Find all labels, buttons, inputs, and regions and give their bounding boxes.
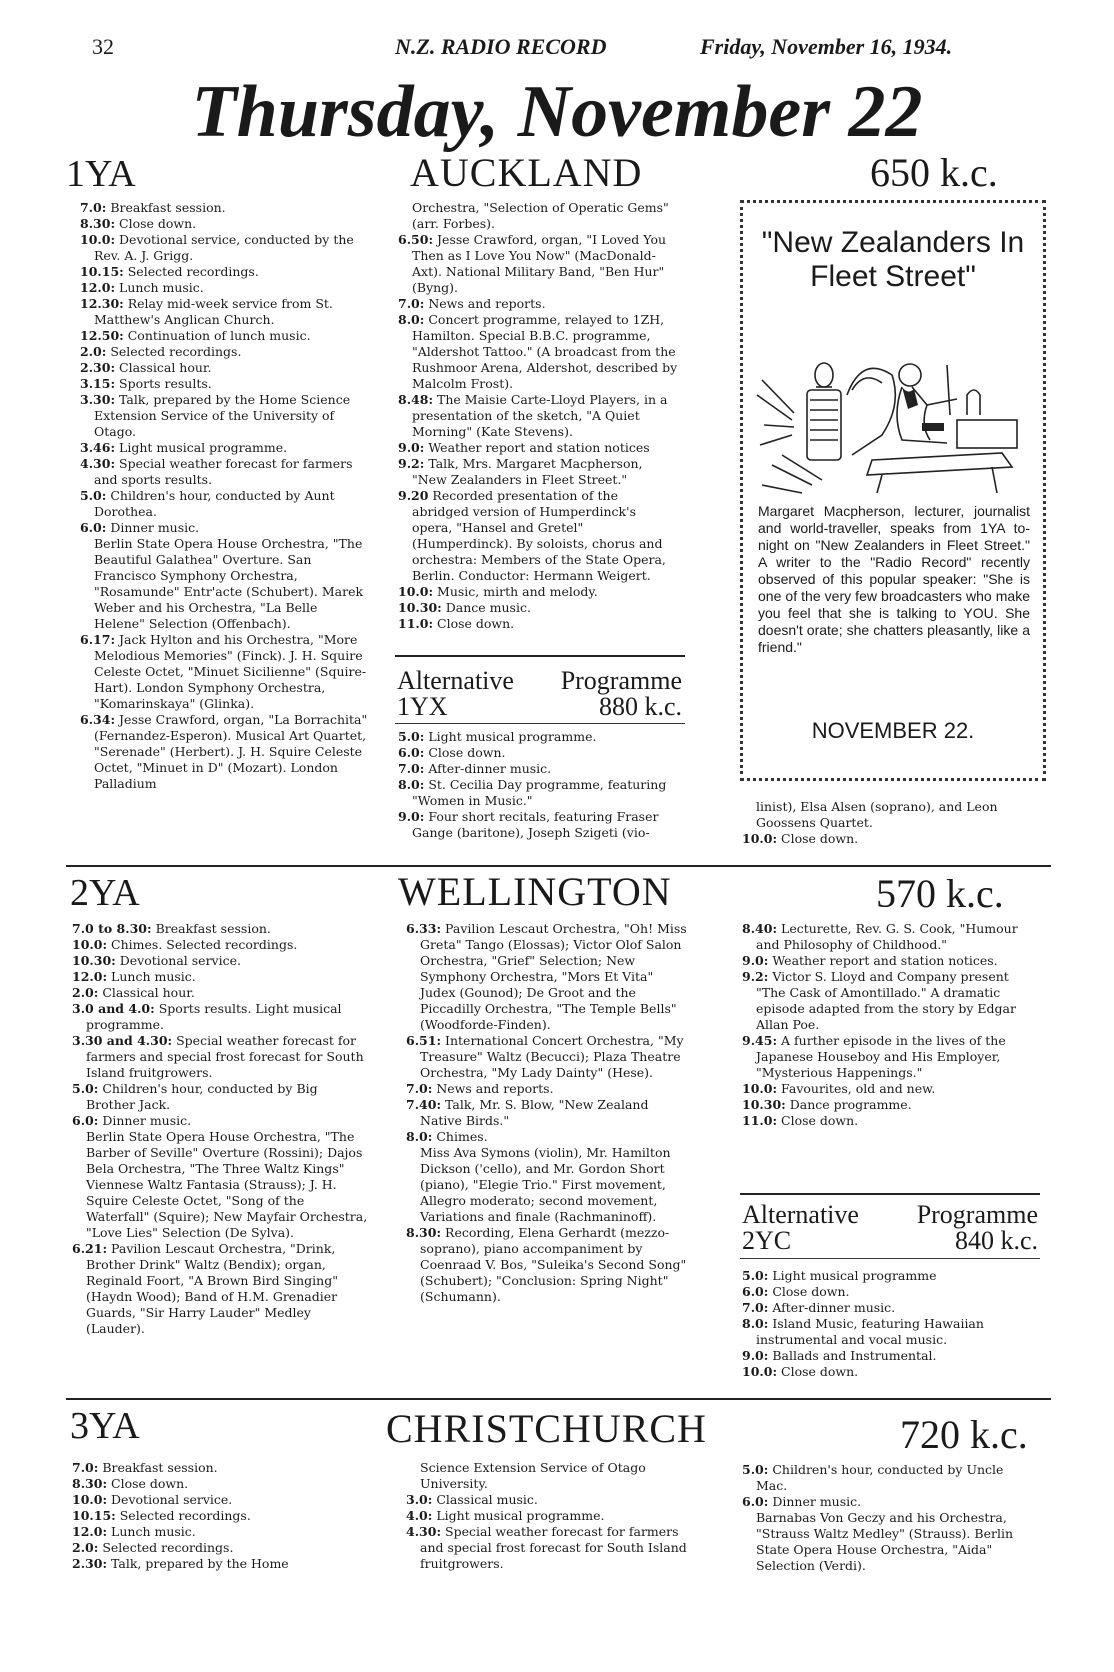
auckland-programme-entry (398, 488, 678, 584)
entry-text: News and reports. (424, 296, 546, 311)
entry-text: Berlin State Opera House Orchestra, "The Barber of Seville" Overture (Rossini); Dajos Bela Orchestra, "The Three Waltz Kings" Viennese Waltz Fantasia (Strauss); J. H. Squire Celeste Octet, "Song of the Waterfall" (Squire); New Mayfair Orchestra, "Love Lies" Selection (De Sylva). (86, 1129, 368, 1240)
entry-time: 3.15: (80, 376, 116, 391)
entry-text: Special weather forecast for farmers and sports results. (94, 456, 353, 487)
alt-2yc-programme-entry (742, 1348, 1037, 1364)
entry-time: 10.0: (398, 584, 434, 599)
auckland-programme-entry (80, 456, 368, 488)
christchurch-programme-entry (72, 1556, 368, 1572)
entry-text: Talk, prepared by the Home Science Extension Service of the University of Otago. (94, 392, 351, 439)
alt-2yc-programme-entry (742, 1300, 1037, 1316)
alt-2yc-list (742, 1268, 1037, 1380)
entry-text: Jesse Crawford, organ, "I Loved You Then as I Love You Now" (MacDonald-Axt). National Military Band, "Ben Hur" (Byng). (412, 232, 667, 295)
entry-time: 8.48: (398, 392, 434, 407)
entry-time: 6.51: (406, 1033, 442, 1048)
wellington-programme-entry (406, 1145, 690, 1225)
entry-time: 5.0: (742, 1268, 769, 1283)
entry-text: Close down. (107, 1476, 189, 1491)
entry-time: 11.0: (398, 616, 434, 631)
wellington-programme-entry (742, 969, 1037, 1033)
alt-station-1yx: 1YX (397, 692, 448, 721)
alt-station-2yc: 2YC (742, 1226, 792, 1255)
entry-time: 6.50: (398, 232, 434, 247)
wellington-programme-entry (72, 1081, 368, 1113)
entry-text: Classical hour. (98, 985, 195, 1000)
wellington-programme-entry (72, 1033, 368, 1081)
entry-time: 8.0: (742, 1316, 769, 1331)
entry-time: 8.0: (398, 777, 425, 792)
christchurch-programme-entry (406, 1460, 690, 1492)
entry-text: Sports results. (115, 376, 212, 391)
wellington-programme-entry (406, 1225, 690, 1305)
entry-text: Jesse Crawford, organ, "La Borrachita" (Fernandez-Esperon). Musical Art Quartet, "Serenade" (Herbert). J. H. Squire Celeste Octet, "Minuet in D" (Mozart). London Palladium (94, 712, 368, 791)
auckland-programme-entry (80, 232, 368, 264)
wellington-programme-entry (406, 921, 690, 1033)
entry-time: 12.50: (80, 328, 124, 343)
alt-freq-840: 840 k.c. (954, 1226, 1038, 1255)
entry-text: Dance music. (441, 600, 531, 615)
alt-2yc-programme-entry (742, 1284, 1037, 1300)
entry-time: 7.0: (72, 1460, 99, 1475)
alt-2yc-programme-entry (742, 1268, 1037, 1284)
entry-text: Breakfast session. (98, 1460, 218, 1475)
entry-time: 7.0: (742, 1300, 769, 1315)
illustration-woman-writing (752, 335, 1032, 495)
freq-570: 570 k.c. (876, 871, 1004, 916)
alt-1yx-programme-entry (398, 745, 678, 761)
entry-time: 9.0: (398, 440, 425, 455)
entry-time: 12.30: (80, 296, 124, 311)
christchurch-programme-entry (742, 1510, 1037, 1574)
auckland-programme-entry (398, 232, 678, 296)
page-number: 32 (92, 34, 114, 59)
entry-text: Special weather forecast for farmers and special frost forecast for South Island fruitgrowers. (420, 1524, 687, 1571)
publication-title: N.Z. RADIO RECORD (395, 34, 607, 59)
entry-time: 3.0 and 4.0: (72, 1001, 155, 1016)
alt-label-1yx: Alternative (397, 666, 514, 695)
entry-time: 4.30: (80, 456, 116, 471)
auckland-programme-entry (398, 440, 678, 456)
entry-time: 10.30: (398, 600, 442, 615)
entry-text: Continuation of lunch music. (123, 328, 311, 343)
entry-text: Jack Hylton and his Orchestra, "More Melodious Memories" (Finck). J. H. Squire Celeste Octet, "Minuet Sicilienne" (Squire-Hart). London Symphony Orchestra, "Komarinskaya" (Glinka). (94, 632, 367, 711)
entry-text: After-dinner music. (768, 1300, 896, 1315)
auckland-programme-entry (80, 360, 368, 376)
auckland-programme-entry (398, 584, 678, 600)
christchurch-programme-entry (742, 1494, 1037, 1510)
entry-text: Recording, Elena Gerhardt (mezzo-soprano), piano accompaniment by Coenraad V. Bos, "Suleika's Second Song" (Schubert); "Conclusion: Spring Night" (Schumann). (420, 1225, 687, 1304)
entry-text: Light musical programme (768, 1268, 937, 1283)
entry-time: 3.30: (80, 392, 116, 407)
entry-time: 8.30: (406, 1225, 442, 1240)
entry-time: 12.0: (72, 969, 108, 984)
issue-date: Friday, November 16, 1934. (700, 34, 953, 59)
wellington-programme-entry (742, 1033, 1037, 1081)
auckland-programme-entry (398, 392, 678, 440)
entry-time: 8.30: (80, 216, 116, 231)
entry-text: Pavilion Lescaut Orchestra, "Drink, Brother Drink" Waltz (Bendix); organ, Reginald Foort, "A Brown Bird Singing" (Haydn Wood); Band of H.M. Grenadier Guards, "Sir Harry Lauder" Medley (Lauder). (86, 1241, 338, 1336)
christchurch-programme-entry (72, 1492, 368, 1508)
alt-1yx-programme-entry (398, 729, 678, 745)
wellington-programme-entry (406, 1081, 690, 1097)
christchurch-programme-entry (406, 1492, 690, 1508)
auckland-programme-entry (80, 632, 368, 712)
wellington-programme-entry (72, 1001, 368, 1033)
wellington-programme-entry (406, 1097, 690, 1129)
wellington-programme-entry (72, 1241, 368, 1337)
entry-time: 9.2: (398, 456, 425, 471)
auckland-programme-entry (398, 200, 678, 232)
entry-text: Favourites, old and new. (777, 1081, 936, 1096)
wellington-programme-entry (742, 953, 1037, 969)
entry-time: 8.0: (406, 1129, 433, 1144)
alt-1yx-programme-entry (398, 777, 678, 809)
entry-text: Close down. (115, 216, 197, 231)
christchurch-col2 (406, 1460, 690, 1572)
alt-1yx-list (398, 729, 678, 841)
christchurch-programme-entry (742, 1462, 1037, 1494)
alt-label2-2yc: Programme (916, 1200, 1038, 1229)
entry-time: 5.0: (398, 729, 425, 744)
entry-text: Lunch music. (107, 1524, 196, 1539)
entry-time: 10.0: (742, 831, 778, 846)
entry-time: 8.30: (72, 1476, 108, 1491)
alt-1yx-programme-entry (742, 831, 1034, 847)
entry-text: Weather report and station notices (424, 440, 650, 455)
auckland-programme-entry (80, 296, 368, 328)
entry-text: Concert programme, relayed to 1ZH, Hamilton. Special B.B.C. programme, "Aldershot Tattoo." (A broadcast from the Rushmoor Arena, Aldershot, described by Malcolm Frost). (412, 312, 678, 391)
entry-time: 5.0: (80, 488, 107, 503)
christchurch-programme-entry (406, 1524, 690, 1572)
auckland-programme-entry (398, 312, 678, 392)
entry-time: 9.0: (742, 953, 769, 968)
wellington-programme-entry (72, 985, 368, 1001)
entry-text: Talk, Mrs. Margaret Macpherson, "New Zealanders in Fleet Street." (412, 456, 643, 487)
entry-text: Classical music. (432, 1492, 538, 1507)
wellington-programme-entry (742, 921, 1037, 953)
entry-time: 6.34: (80, 712, 116, 727)
auckland-col2 (398, 200, 678, 632)
auckland-programme-entry (80, 264, 368, 280)
entry-time: 10.30: (742, 1097, 786, 1112)
christchurch-programme-entry (406, 1508, 690, 1524)
wellington-programme-entry (72, 937, 368, 953)
entry-text: Close down. (777, 1113, 859, 1128)
city-wellington: WELLINGTON (398, 869, 672, 914)
city-christchurch: CHRISTCHURCH (386, 1406, 707, 1451)
entry-text: International Concert Orchestra, "My Treasure" Waltz (Becucci); Plaza Theatre Orchestra, "My Lady Dainty" (Hese). (420, 1033, 684, 1080)
day-title: Thursday, November 22 (191, 71, 923, 153)
entry-text: Breakfast session. (106, 200, 226, 215)
auckland-programme-entry (80, 440, 368, 456)
entry-text: Children's hour, conducted by Uncle Mac. (756, 1462, 1004, 1493)
entry-time: 6.33: (406, 921, 442, 936)
wellington-col3 (742, 921, 1037, 1129)
wellington-programme-entry (72, 921, 368, 937)
alt-2yc-programme-entry (742, 1316, 1037, 1348)
entry-text: Orchestra, "Selection of Operatic Gems" (arr. Forbes). (412, 200, 669, 231)
entry-time: 10.0: (742, 1364, 778, 1379)
entry-text: Barnabas Von Geczy and his Orchestra, "Strauss Waltz Medley" (Strauss). Berlin State Opera House Orchestra, "Aida" Selection (Verdi). (756, 1510, 1013, 1573)
auckland-programme-entry (398, 616, 678, 632)
entry-text: Lecturette, Rev. G. S. Cook, "Humour and Philosophy of Childhood." (756, 921, 1018, 952)
auckland-programme-entry (398, 296, 678, 312)
entry-time: 9.2: (742, 969, 769, 984)
wellington-programme-entry (742, 1081, 1037, 1097)
alt-1yx-programme-entry (742, 799, 1034, 831)
christchurch-col3 (742, 1462, 1037, 1574)
entry-time: 7.0 to 8.30: (72, 921, 152, 936)
entry-text: Dance programme. (785, 1097, 912, 1112)
entry-text: Chimes. (432, 1129, 488, 1144)
entry-text: Children's hour, conducted by Aunt Dorothea. (94, 488, 335, 519)
wellington-programme-entry (72, 1129, 368, 1241)
christchurch-programme-entry (72, 1460, 368, 1476)
alt-rule-1yx-bottom (395, 723, 685, 724)
entry-text: Devotional service. (107, 1492, 233, 1507)
entry-text: Talk, prepared by the Home (107, 1556, 289, 1571)
city-auckland: AUCKLAND (410, 150, 643, 195)
entry-text: Island Music, featuring Hawaiian instrumental and vocal music. (756, 1316, 984, 1347)
wellington-col1 (72, 921, 368, 1337)
wellington-programme-entry (72, 969, 368, 985)
auckland-programme-entry (80, 488, 368, 520)
entry-time: 6.0: (742, 1284, 769, 1299)
freq-650: 650 k.c. (870, 150, 998, 195)
entry-text: Chimes. Selected recordings. (107, 937, 298, 952)
entry-text: Selected recordings. (115, 1508, 251, 1523)
auckland-col1 (80, 200, 368, 792)
entry-text: St. Cecilia Day programme, featuring "Women in Music." (412, 777, 667, 808)
section-rule-wellington (66, 865, 1051, 867)
entry-text: Close down. (777, 1364, 859, 1379)
auckland-programme-entry (80, 280, 368, 296)
entry-text: Music, mirth and melody. (433, 584, 598, 599)
entry-time: 7.0: (398, 296, 425, 311)
auckland-programme-entry (80, 200, 368, 216)
entry-text: Light musical programme. (115, 440, 288, 455)
alt-1yx-programme-entry (398, 761, 678, 777)
auckland-programme-entry (80, 520, 368, 536)
wellington-programme-entry (406, 1033, 690, 1081)
entry-text: Dinner music. (106, 520, 200, 535)
auckland-programme-entry (80, 328, 368, 344)
entry-text: Science Extension Service of Otago University. (420, 1460, 646, 1491)
christchurch-programme-entry (72, 1508, 368, 1524)
entry-text: Talk, Mr. S. Blow, "New Zealand Native Birds." (420, 1097, 649, 1128)
entry-text: A further episode in the lives of the Japanese Houseboy and His Employer, "Mysterious Happenings." (756, 1033, 1006, 1080)
entry-text: Ballads and Instrumental. (768, 1348, 937, 1363)
auckland-programme-entry (80, 712, 368, 792)
entry-text: Selected recordings. (106, 344, 242, 359)
auckland-programme-entry (398, 600, 678, 616)
entry-time: 6.0: (398, 745, 425, 760)
entry-text: Victor S. Lloyd and Company present "The Cask of Amontillado." A dramatic episode adapted from the story by Edgar Allan Poe. (756, 969, 1016, 1032)
entry-time: 6.0: (742, 1494, 769, 1509)
entry-text: linist), Elsa Alsen (soprano), and Leon Goossens Quartet. (756, 799, 998, 830)
entry-text: Relay mid-week service from St. Matthew's Anglican Church. (94, 296, 333, 327)
auckland-programme-entry (80, 344, 368, 360)
entry-text: Miss Ava Symons (violin), Mr. Hamilton Dickson ('cello), and Mr. Gordon Short (piano), "Elegie Trio." First movement, Allegro moderato; second movement, Variations and finale (Rachmaninoff). (420, 1145, 671, 1224)
auckland-programme-entry (80, 216, 368, 232)
entry-text: Special weather forecast for farmers and special frost forecast for South Island fruitgrowers. (86, 1033, 364, 1080)
entry-text: Devotional service. (115, 953, 241, 968)
station-2ya: 2YA (70, 872, 140, 914)
entry-time: 2.30: (72, 1556, 108, 1571)
alt-2yc-programme-entry (742, 1364, 1037, 1380)
entry-time: 4.30: (406, 1524, 442, 1539)
entry-time: 3.30 and 4.30: (72, 1033, 173, 1048)
auckland-programme-entry (80, 536, 368, 632)
entry-time: 11.0: (742, 1113, 778, 1128)
auckland-programme-entry (398, 456, 678, 488)
entry-time: 7.0: (406, 1081, 433, 1096)
entry-text: After-dinner music. (424, 761, 552, 776)
entry-time: 10.0: (80, 232, 116, 247)
entry-time: 12.0: (72, 1524, 108, 1539)
christchurch-col1 (72, 1460, 368, 1572)
wellington-programme-entry (72, 953, 368, 969)
entry-time: 2.0: (80, 344, 107, 359)
entry-text: Dinner music. (98, 1113, 192, 1128)
entry-text: Breakfast session. (151, 921, 271, 936)
entry-text: Light musical programme. (424, 729, 597, 744)
entry-text: Selected recordings. (98, 1540, 234, 1555)
entry-text: Light musical programme. (432, 1508, 605, 1523)
entry-text: Close down. (424, 745, 506, 760)
entry-text: Pavilion Lescaut Orchestra, "Oh! Miss Greta" Tango (Elossas); Victor Olof Salon Orchestra, "Grief" Selection; New Symphony Orchestra, "Mors Et Vita" Judex (Gounod); De Groot and the Piccadilly Orchestra, "The Temple Bells" (Woodforde-Finden). (420, 921, 687, 1032)
section-rule-christchurch (66, 1398, 1051, 1400)
entry-time: 9.45: (742, 1033, 778, 1048)
auckland-programme-entry (80, 376, 368, 392)
entry-text: Close down. (768, 1284, 850, 1299)
entry-text: Weather report and station notices. (768, 953, 998, 968)
entry-time: 2.0: (72, 1540, 99, 1555)
entry-text: Selected recordings. (123, 264, 259, 279)
wellington-programme-entry (72, 1113, 368, 1129)
entry-text: Four short recitals, featuring Fraser Gange (baritone), Joseph Szigeti (vio- (412, 809, 659, 840)
alt-label-2yc: Alternative (742, 1200, 859, 1229)
entry-time: 10.15: (80, 264, 124, 279)
alt-1yx-programme-entry (398, 809, 678, 841)
christchurch-programme-entry (72, 1524, 368, 1540)
entry-time: 4.0: (406, 1508, 433, 1523)
entry-time: 7.0: (80, 200, 107, 215)
entry-time: 9.0: (742, 1348, 769, 1363)
entry-time: 2.0: (72, 985, 99, 1000)
entry-text: News and reports. (432, 1081, 554, 1096)
entry-text: Classical hour. (115, 360, 212, 375)
entry-time: 8.0: (398, 312, 425, 327)
entry-time: 6.0: (80, 520, 107, 535)
christchurch-programme-entry (72, 1540, 368, 1556)
entry-time: 8.40: (742, 921, 778, 936)
feature-title: "New Zealanders In Fleet Street" (761, 226, 1025, 293)
entry-text: Dinner music. (768, 1494, 862, 1509)
entry-time: 7.0: (398, 761, 425, 776)
freq-720: 720 k.c. (900, 1412, 1028, 1457)
entry-time: 10.0: (72, 1492, 108, 1507)
entry-time: 6.17: (80, 632, 116, 647)
alt-rule-2yc (740, 1193, 1040, 1195)
station-1ya: 1YA (66, 153, 136, 195)
entry-text: Close down. (433, 616, 515, 631)
wellington-col2 (406, 921, 690, 1305)
entry-text: Close down. (777, 831, 859, 846)
entry-time: 3.0: (406, 1492, 433, 1507)
entry-text: Lunch music. (107, 969, 196, 984)
entry-time: 9.0: (398, 809, 425, 824)
wellington-programme-entry (742, 1113, 1037, 1129)
entry-time: 10.30: (72, 953, 116, 968)
alt-rule-2yc-bottom (740, 1258, 1040, 1259)
alt-freq-880: 880 k.c. (598, 692, 682, 721)
entry-text: Sports results. Light musical programme. (86, 1001, 342, 1032)
entry-time: 9.20 (398, 488, 429, 503)
wellington-programme-entry (406, 1129, 690, 1145)
entry-time: 10.15: (72, 1508, 116, 1523)
feature-date: NOVEMBER 22. (811, 718, 975, 743)
entry-time: 7.40: (406, 1097, 442, 1112)
alt-rule-1yx (395, 655, 685, 657)
entry-time: 12.0: (80, 280, 116, 295)
entry-time: 2.30: (80, 360, 116, 375)
feature-caption: Margaret Macpherson, lecturer, journalist and world-traveller, speaks from 1YA to-night on "New Zealanders in Fleet Street." A writer to the "Radio Record" recently observed of this popular speaker: "She is one of the very few broadcasters who make you feel that she is talking to YOU. She doesn't orate; she chatters pleasantly, like a friend." (758, 503, 1030, 655)
wellington-programme-entry (742, 1097, 1037, 1113)
christchurch-programme-entry (72, 1476, 368, 1492)
entry-time: 6.0: (72, 1113, 99, 1128)
entry-text: Recorded presentation of the abridged version of Humperdinck's opera, "Hansel and Gretel" (Humperdinck). By soloists, chorus and orchestra: Members of the State Opera, Berlin. Conductor: Hermann Weigert. (412, 488, 666, 583)
entry-text: The Maisie Carte-Lloyd Players, in a presentation of the sketch, "A Quiet Morning" (Kate Stevens). (412, 392, 668, 439)
entry-time: 5.0: (72, 1081, 99, 1096)
entry-time: 6.21: (72, 1241, 108, 1256)
entry-time: 3.46: (80, 440, 116, 455)
entry-text: Devotional service, conducted by the Rev. A. J. Grigg. (94, 232, 354, 263)
entry-text: Lunch music. (115, 280, 204, 295)
entry-text: Berlin State Opera House Orchestra, "The Beautiful Galathea" Overture. San Francisco Symphony Orchestra, "Rosamunde" Entr'acte (Schubert). Marek Weber and his Orchestra, "La Belle Helene" Selection (Offenbach). (94, 536, 364, 631)
station-3ya: 3YA (70, 1405, 140, 1447)
auckland-programme-entry (80, 392, 368, 440)
entry-time: 5.0: (742, 1462, 769, 1477)
auckland-col3-tail (742, 799, 1034, 847)
entry-time: 10.0: (72, 937, 108, 952)
entry-time: 10.0: (742, 1081, 778, 1096)
alt-label2-1yx: Programme (560, 666, 682, 695)
entry-text: Children's hour, conducted by Big Brother Jack. (86, 1081, 318, 1112)
